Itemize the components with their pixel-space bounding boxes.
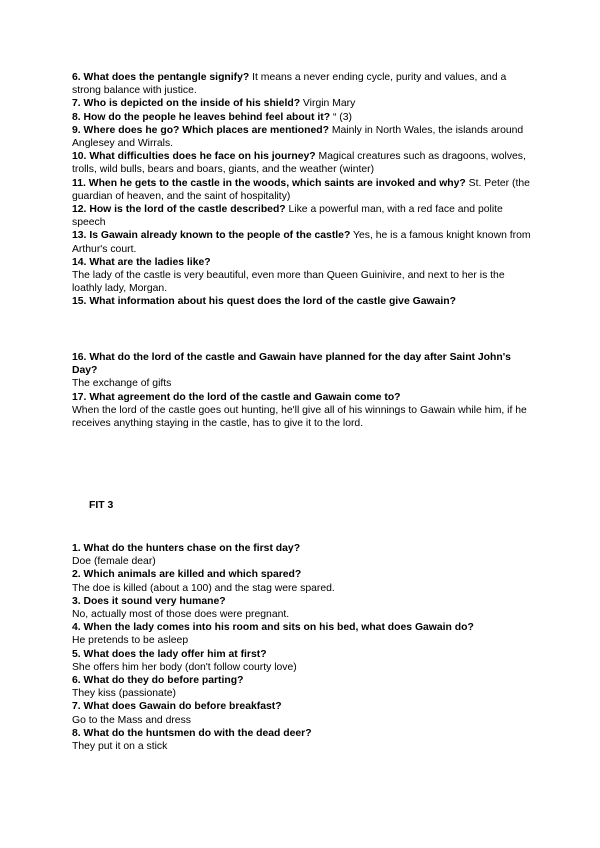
questions-middle xyxy=(72,351,534,430)
section-heading: FIT 3 xyxy=(89,500,114,511)
answer: The lady of the castle is very beautiful, even more than Queen Guinivire, and next to her is the loathly lady, Morgan. xyxy=(72,270,505,295)
fit3-question-3: 3. Does it sound very humane? xyxy=(72,595,226,607)
question: 8. How do the people he leaves behind feel about it? xyxy=(72,111,331,123)
qa-item-10 xyxy=(72,150,534,176)
question: 15. What information about his quest does the lord of the castle give Gawain? xyxy=(72,296,456,308)
fit3-question-1: 1. What do the hunters chase on the first day? xyxy=(72,543,301,554)
question: 11. When he gets to the castle in the woods, which saints are invoked and why? xyxy=(72,177,466,189)
question: 14. What are the ladies like? xyxy=(72,256,211,268)
question: 13. Is Gawain already known to the people of the castle? xyxy=(72,230,351,242)
question: 12. How is the lord of the castle described? xyxy=(72,204,286,216)
fit3-question-7: 7. What does Gawain do before breakfast? xyxy=(72,701,282,713)
qa-item-9 xyxy=(72,124,534,150)
answer: When the lord of the castle goes out hunting, he'll give all of his winnings to Gawain while him, if he receives anything staying in the castle, has to give it to the lord. xyxy=(72,404,527,430)
questions-top xyxy=(72,71,534,309)
answer: Virgin Mary xyxy=(300,98,356,110)
questions-fit3 xyxy=(72,542,534,753)
question: 7. Who is depicted on the inside of his shield? xyxy=(72,98,301,110)
qa-item-12 xyxy=(72,203,534,229)
answer-16 xyxy=(72,377,534,390)
qa-item-17 xyxy=(72,391,534,404)
qa-item-14 xyxy=(72,256,534,269)
answer: Yes, he is a famous knight known from Arthur's court. xyxy=(72,230,531,255)
qa-item-13 xyxy=(72,229,534,255)
fit3-answer-2: The doe is killed (about a 100) and the stag were spared. xyxy=(72,582,335,594)
fit3-answer-3: No, actually most of those does were pregnant. xyxy=(72,609,290,621)
fit3-answer-5: She offers him her body (don't follow courty love) xyxy=(72,661,297,673)
answer-14 xyxy=(72,269,534,295)
question: 10. What difficulties does he face on his journey? xyxy=(72,151,316,163)
question: 9. Where does he go? Which places are mentioned? xyxy=(72,124,329,136)
qa-item-6 xyxy=(72,71,534,97)
answer: “ (3) xyxy=(330,111,353,123)
question: 17. What agreement do the lord of the castle and Gawain come to? xyxy=(72,391,401,403)
answer: Magical creatures such as dragoons, wolves, trolls, wild bulls, bears and boars, giants, and the weather (winter) xyxy=(72,151,526,176)
qa-item-16 xyxy=(72,351,534,377)
qa-item-7 xyxy=(72,97,534,110)
fit3-answer-1: Doe (female dear) xyxy=(72,556,156,568)
qa-item-15 xyxy=(72,295,534,308)
answer: St. Peter (the guardian of heaven, and the saint of hospitality) xyxy=(72,177,530,202)
fit3-question-4: 4. When the lady comes into his room and sits on his bed, what does Gawain do? xyxy=(72,622,474,634)
fit3-question-6: 6. What do they do before parting? xyxy=(72,675,244,687)
fit3-question-8: 8. What do the huntsmen do with the dead deer? xyxy=(72,727,312,739)
fit3-answer-4: He pretends to be asleep xyxy=(72,635,189,647)
answer: It means a never ending cycle, purity and values, and a strong balance with justice. xyxy=(72,72,507,97)
fit3-answer-7: Go to the Mass and dress xyxy=(72,714,191,726)
fit3-answer-6: They kiss (passionate) xyxy=(72,688,176,700)
fit3-answer-8: They put it on a stick xyxy=(72,741,168,753)
answer: Mainly in North Wales, the islands around Anglesey and Wirrals. xyxy=(72,124,524,150)
fit3-question-5: 5. What does the lady offer him at first? xyxy=(72,648,267,660)
qa-item-11 xyxy=(72,177,534,203)
answer: Like a powerful man, with a red face and polite speech xyxy=(72,204,503,229)
answer-17 xyxy=(72,404,534,430)
qa-item-8 xyxy=(72,111,534,124)
fit3-question-2: 2. Which animals are killed and which spared? xyxy=(72,569,302,581)
question: 16. What do the lord of the castle and Gawain have planned for the day after Saint John's Day? xyxy=(72,352,511,377)
answer: The exchange of gifts xyxy=(72,378,172,390)
question: 6. What does the pentangle signify? xyxy=(72,72,250,83)
